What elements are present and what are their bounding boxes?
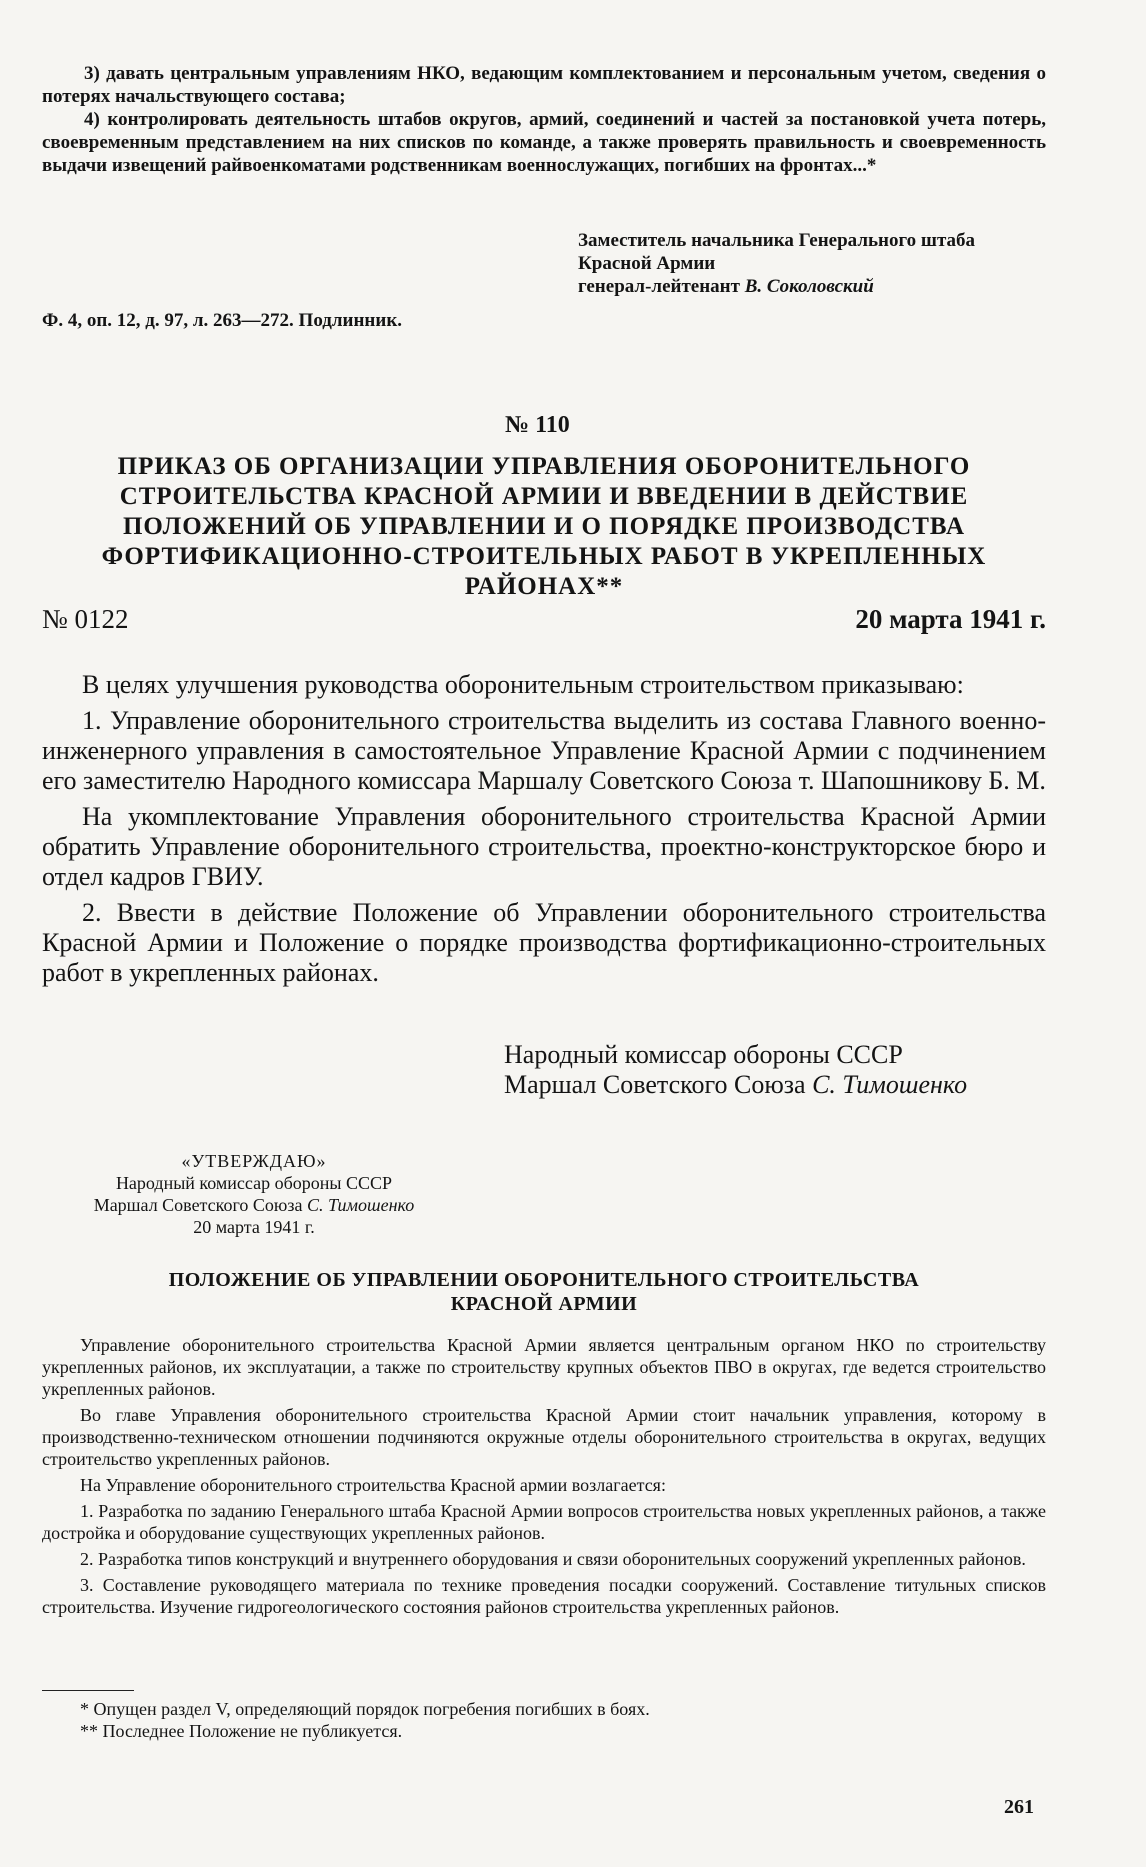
order-signature [504, 1040, 1046, 1100]
paragraph: 1. Управление оборонительного строительства выделить из состава Главного военно-инженерного управления в самостоятельное Управление Красной Армии с подчинением его заместителю Народного комиссара Маршалу Советского Союза т. Шапошникову Б. М. [42, 706, 1046, 795]
approval-line: 20 марта 1941 г. [193, 1217, 315, 1237]
title-line: РАЙОНАХ** [464, 573, 624, 600]
signature-line: Народный комиссар обороны СССР [504, 1040, 903, 1069]
paragraph: В целях улучшения руководства оборонительным строительством приказываю: [82, 670, 964, 699]
paragraph: На Управление оборонительного строительства Красной армии возлагается: [80, 1475, 666, 1495]
paragraph: Управление оборонительного строительства Красной Армии является центральным органом НКО по строительству укрепленных районов, их эксплуатации, а также по строительству крупных объектов ПВО в округах, где ведется строительство укрепленных районов. [42, 1335, 1046, 1399]
paragraph: 1. Разработка по заданию Генерального штаба Красной Армии вопросов строительства новых укрепленных районов, а также достройка и оборудование существующих укрепленных районов. [42, 1501, 1046, 1543]
signatory-name: С. Тимошенко [306, 1195, 415, 1215]
footnote-divider [42, 1690, 134, 1691]
regulation-title [42, 1268, 1046, 1316]
paragraph: 4) контролировать деятельность штабов округов, армий, соединений и частей за постановкой учета потерь, своевременным представлением на них списков по команде, а также проверять правильность и своевременность выдачи извещений райвоенкоматами родственникам военнослужащих, погибших на фронтах...* [42, 109, 1046, 176]
approval-line: «УТВЕРЖДАЮ» [181, 1151, 327, 1171]
signature-line: генерал-лейтенант В. Соколовский [578, 276, 874, 297]
archive-reference: Ф. 4, оп. 12, д. 97, л. 263—272. Подлинник. [42, 310, 403, 331]
document-number: № 110 [505, 412, 570, 438]
title-line: КРАСНОЙ АРМИИ [450, 1293, 638, 1315]
signatory-name: С. Тимошенко [812, 1070, 968, 1099]
footnotes [80, 1698, 1046, 1742]
footnote: ** Последнее Положение не публикуется. [80, 1721, 403, 1741]
order-date: 20 марта 1941 г. [855, 604, 1046, 634]
order-number: № 0122 [42, 604, 129, 634]
order-body [42, 670, 1046, 994]
approval-line: Народный комиссар обороны СССР [115, 1173, 393, 1193]
page-number: 261 [1004, 1796, 1034, 1818]
paragraph: 2. Ввести в действие Положение об Управлении оборонительного строительства Красной Армии и Положение о порядке производства фортификационно-строительных работ в укрепленных районах. [42, 898, 1046, 987]
footnote: * Опущен раздел V, определяющий порядок погребения погибших в боях. [80, 1699, 650, 1719]
paragraph: На укомплектование Управления оборонительного строительства Красной Армии обратить Управление оборонительного строительства, проектно-конструкторское бюро и отдел кадров ГВИУ. [42, 802, 1046, 891]
top-signature [578, 229, 1048, 298]
regulation-body [42, 1334, 1046, 1622]
signatory-name: В. Соколовский [744, 276, 874, 297]
paragraph: 3. Составление руководящего материала по технике проведения посадки сооружений. Составление титульных списков строительства. Изучение гидрогеологического состояния районов строительства укрепленных районов. [42, 1575, 1046, 1617]
top-text [42, 62, 1046, 177]
paragraph: 2. Разработка типов конструкций и внутреннего оборудования и связи оборонительных сооружений укрепленных районов. [80, 1549, 1026, 1569]
title-line: ПОЛОЖЕНИЙ ОБ УПРАВЛЕНИИ И О ПОРЯДКЕ ПРОИЗВОДСТВА [122, 513, 966, 540]
title-line: ПОЛОЖЕНИЕ ОБ УПРАВЛЕНИИ ОБОРОНИТЕЛЬНОГО СТРОИТЕЛЬСТВА [168, 1269, 920, 1291]
title-line: ФОРТИФИКАЦИОННО-СТРОИТЕЛЬНЫХ РАБОТ В УКРЕПЛЕННЫХ [101, 543, 987, 570]
title-line: ПРИКАЗ ОБ ОРГАНИЗАЦИИ УПРАВЛЕНИЯ ОБОРОНИТЕЛЬНОГО [117, 453, 971, 480]
document-title [42, 452, 1046, 602]
signature-line: Красной Армии [578, 253, 716, 274]
signature-line: Заместитель начальника Генерального штаба [578, 230, 976, 251]
title-line: СТРОИТЕЛЬСТВА КРАСНОЙ АРМИИ И ВВЕДЕНИИ В ДЕЙСТВИЕ [119, 483, 969, 510]
signature-line: Маршал Советского Союза С. Тимошенко [504, 1070, 968, 1099]
approval-line: Маршал Советского Союза С. Тимошенко [93, 1195, 415, 1215]
paragraph: 3) давать центральным управлениям НКО, ведающим комплектованием и персональным учетом, сведения о потерях начальствующего состава; [42, 63, 1046, 107]
paragraph: Во главе Управления оборонительного строительства Красной Армии стоит начальник управления, которому в производственно-техническом отношении подчиняются окружные отделы оборонительного строительства в округах, ведущих строительство укрепленных районов. [42, 1405, 1046, 1469]
approval-block [36, 1150, 472, 1238]
